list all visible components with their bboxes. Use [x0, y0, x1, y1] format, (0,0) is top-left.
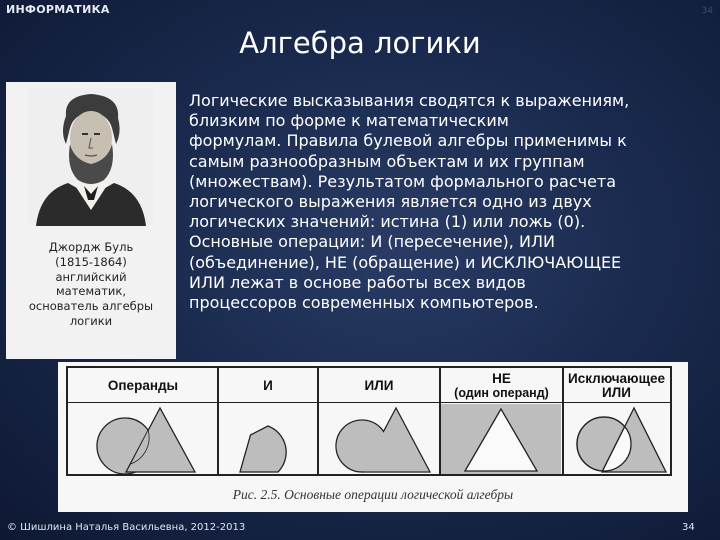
body-line: самым разнообразным объектам и их группам [189, 151, 585, 171]
xor-shape [564, 404, 670, 474]
caption-line: логики [69, 313, 113, 328]
operations-table [66, 366, 672, 476]
body-line: формулам. Правила булевой алгебры применимы к [189, 131, 627, 151]
caption-line: (1815-1864) [55, 254, 127, 269]
and-shape [218, 404, 317, 474]
header-operands-label: Операнды [107, 377, 179, 393]
slide-title: Алгебра логики [239, 26, 481, 60]
header-not-sublabel: (один операнд) [454, 385, 549, 400]
header-and [218, 368, 318, 403]
logic-operations-figure [58, 362, 688, 512]
caption-line: Джордж Буль [48, 240, 134, 254]
caption-line: основатель алгебры [28, 299, 154, 314]
portrait-card [6, 82, 176, 359]
header-operands [68, 368, 218, 403]
header-not [440, 368, 563, 403]
or-shape [318, 404, 439, 474]
body-text [189, 91, 689, 313]
body-line: близким по форме к математическим [189, 111, 509, 131]
body-line: процессоров современных компьютеров. [189, 293, 539, 313]
table-header-row [68, 368, 670, 403]
not-shape [441, 404, 561, 474]
slide-header-label: ИНФОРМАТИКА [6, 3, 110, 16]
body-line: Основные операции: И (пересечение), ИЛИ [189, 232, 555, 252]
corner-page-number: 34 [701, 6, 713, 16]
caption-line: английский [55, 269, 127, 284]
header-xor-label-1: Исключающее [567, 370, 665, 386]
header-not-label: НЕ [492, 370, 511, 386]
portrait-caption [6, 240, 176, 329]
body-line: (объединение), НЕ (обращение) и ИСКЛЮЧАЮЩЕЕ [189, 252, 622, 272]
body-line: логического выражения является одно из двух [189, 192, 592, 212]
header-xor-label-2: ИЛИ [602, 384, 631, 400]
body-line: ИЛИ лежат в основе работы всех видов [189, 272, 526, 292]
caption-line: математик, [56, 284, 126, 299]
header-or [318, 368, 440, 403]
portrait-image [28, 88, 154, 226]
header-xor [563, 368, 670, 403]
body-line: Логические высказывания сводятся к выражениям, [189, 91, 630, 110]
footer-author: © Шишлина Наталья Васильевна, 2012-2013 [7, 522, 246, 533]
figure-caption: Рис. 2.5. Основные операции логической алгебры [232, 487, 514, 502]
header-and-label: И [263, 377, 273, 393]
operands-shapes [68, 404, 217, 474]
footer-page-number: 34 [682, 522, 695, 533]
body-line: (множествам). Результатом формального расчета [189, 171, 617, 191]
body-line: логических значений: истина (1) или ложь (0). [189, 212, 586, 232]
header-or-label: ИЛИ [364, 377, 394, 393]
